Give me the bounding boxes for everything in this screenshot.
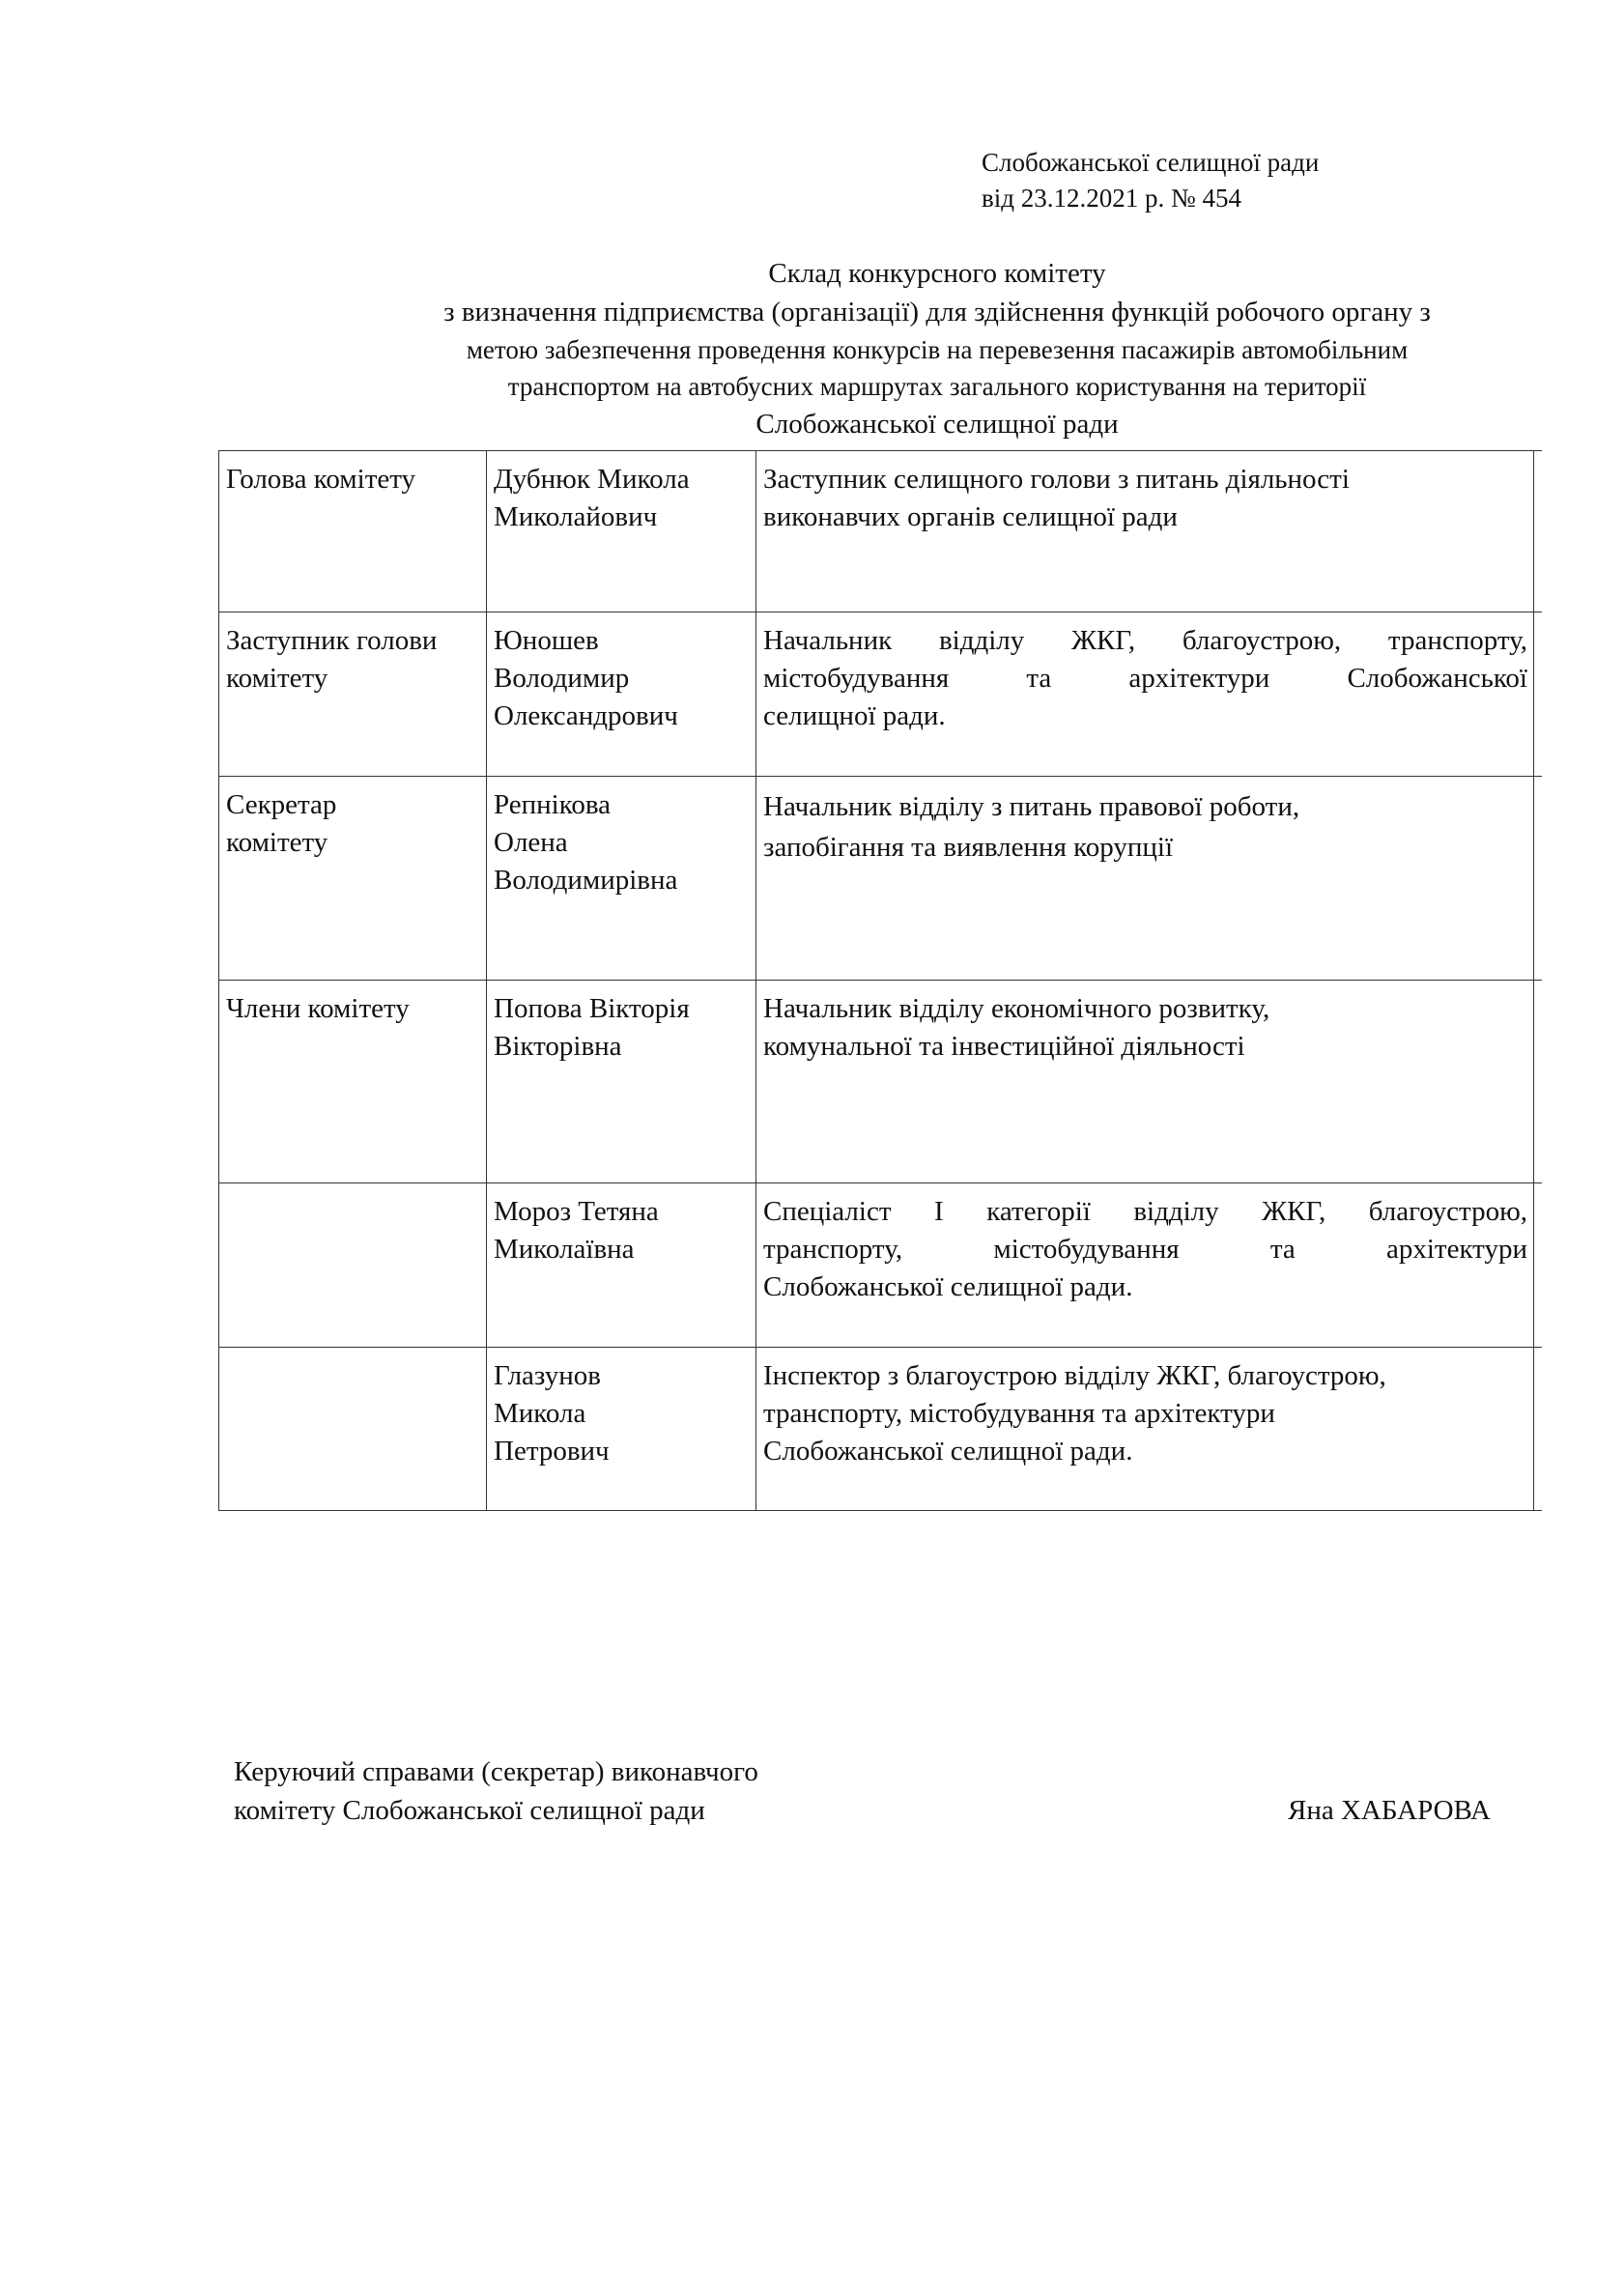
name-text: Миколайович [494,501,658,532]
position-cell [756,777,1534,981]
name-text: Репнікова [494,789,612,820]
name-text: Миколаївна [494,1234,635,1265]
title-line-5: Слобожанської селищної ради [755,409,1119,440]
position-text: комунальної та інвестиційної діяльності [763,1031,1245,1062]
reference-council-line: Слобожанської селищної ради [982,148,1320,177]
name-text: Микола [494,1398,586,1429]
role-cell [219,612,487,777]
name-cell [487,1183,756,1348]
name-text: Володимир [494,663,630,694]
position-text: Слобожанської селищної ради. [763,1271,1133,1302]
name-cell [487,451,756,612]
table-edge-cell [1534,981,1543,1183]
name-cell [487,612,756,777]
position-text: виконавчих органів селищної ради [763,501,1178,532]
position-text: Спеціаліст І категорії відділу ЖКГ, благоустрою, [763,1196,1527,1227]
title-line-1: Склад конкурсного комітету [768,258,1106,289]
title-line-2: з визначення підприємства (організації) для здійснення функцій робочого органу з [443,297,1431,328]
role-text: комітету [226,827,328,858]
table-row [219,1183,1543,1348]
table-row [219,451,1543,612]
table-edge-cell [1534,1183,1543,1348]
name-text: Попова Вікторія [494,993,690,1024]
table-row [219,612,1543,777]
table-row [219,1348,1543,1511]
position-text: Слобожанської селищної ради. [763,1436,1133,1467]
role-cell [219,981,487,1183]
position-text: Інспектор з благоустрою відділу ЖКГ, благоустрою, [763,1360,1386,1391]
position-text: Начальник відділу ЖКГ, благоустрою, транспорту, [763,625,1527,656]
position-cell [756,612,1534,777]
table-row [219,981,1543,1183]
role-cell [219,777,487,981]
document-reference [982,145,1319,216]
table-edge-cell [1534,612,1543,777]
position-cell [756,981,1534,1183]
position-text: транспорту, містобудування та архітектури [763,1398,1275,1429]
document-title [0,254,1624,443]
title-line-3: метою забезпечення проведення конкурсів на перевезення пасажирів автомобільним [466,335,1409,364]
table-edge-cell [1534,777,1543,981]
name-text: Дубнюк Микола [494,464,690,495]
position-text: Заступник селищного голови з питань діяльності [763,464,1350,495]
role-text: комітету [226,663,328,694]
signature-block [234,1752,758,1830]
signer-name: Яна ХАБАРОВА [1288,1795,1491,1826]
role-text: Голова комітету [226,464,416,495]
name-cell [487,1348,756,1511]
name-cell [487,777,756,981]
signer-position-line-2: комітету Слобожанської селищної ради [234,1795,705,1826]
name-cell [487,981,756,1183]
name-text: Вікторівна [494,1031,622,1062]
table-edge-cell [1534,1348,1543,1511]
table-row [219,777,1543,981]
position-text: містобудування та архітектури Слобожанської [763,663,1527,694]
role-text: Заступник голови [226,625,438,656]
table-edge-cell [1534,451,1543,612]
signer-position-line-1: Керуючий справами (секретар) виконавчого [234,1756,758,1787]
role-cell [219,451,487,612]
position-text: селищної ради. [763,700,946,731]
position-text: Начальник відділу з питань правової роботи, [763,791,1300,822]
position-cell [756,1183,1534,1348]
role-text: Члени комітету [226,993,410,1024]
name-text: Мороз Тетяна [494,1196,659,1227]
position-cell [756,1348,1534,1511]
role-text: Секретар [226,789,337,820]
name-text: Олександрович [494,700,678,731]
role-cell [219,1348,487,1511]
name-text: Юношев [494,625,599,656]
position-text: Начальник відділу економічного розвитку, [763,993,1270,1024]
name-text: Петрович [494,1436,610,1467]
committee-table [218,450,1542,1511]
position-text: запобігання та виявлення корупції [763,832,1174,863]
position-cell [756,451,1534,612]
name-text: Володимирівна [494,865,678,896]
title-line-4: транспортом на автобусних маршрутах загального користування на території [507,372,1367,401]
name-text: Олена [494,827,568,858]
name-text: Глазунов [494,1360,601,1391]
role-cell [219,1183,487,1348]
reference-date-number-line: від 23.12.2021 р. № 454 [982,184,1241,213]
position-text: транспорту, містобудування та архітектури [763,1234,1527,1265]
